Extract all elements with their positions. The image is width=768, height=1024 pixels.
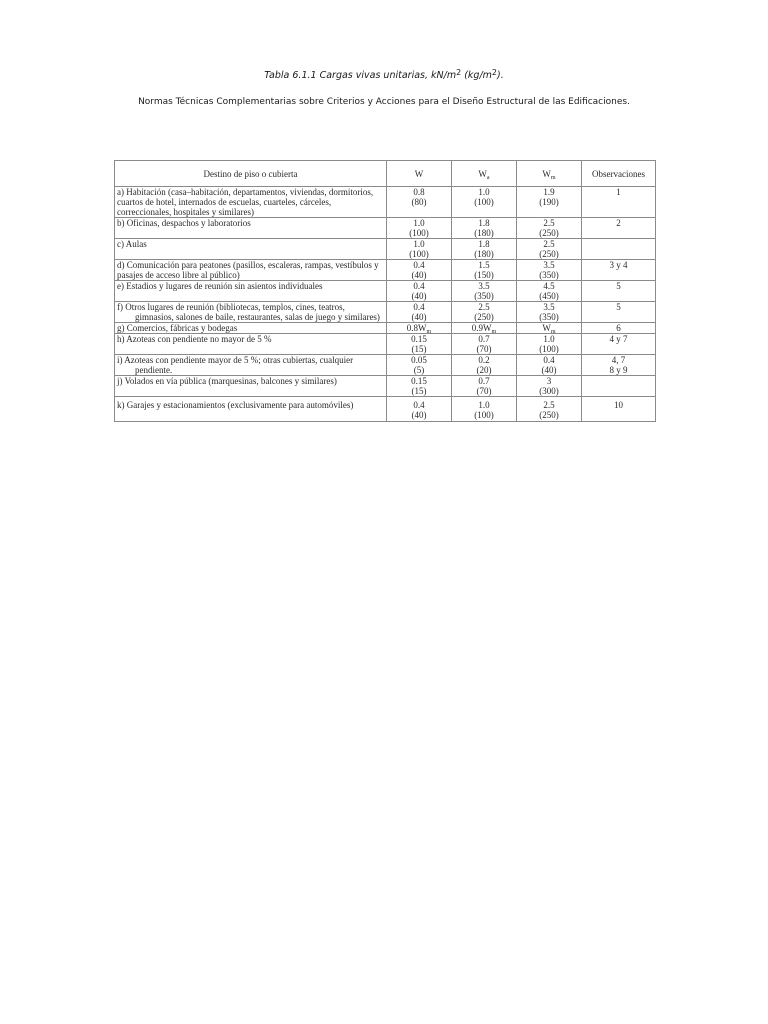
- table-row: [115, 260, 656, 281]
- cell-wa: 3.5 (350): [452, 281, 517, 302]
- table-row: [115, 355, 656, 376]
- table-row: [115, 218, 656, 239]
- cell-destino: d) Comunicación para peatones (pasillos, escaleras, rampas, vestíbulos y pasajes de acceso libre al público): [115, 260, 387, 281]
- table-title: Tabla 6.1.1 Cargas vivas unitarias, $kN/m^2$ $(kg/m^2)$.: [264, 68, 504, 81]
- cell-w: 0.8 (80): [387, 187, 452, 218]
- cell-observaciones: [582, 376, 656, 397]
- header-observaciones: Observaciones: [582, 161, 656, 187]
- cell-w: 0.15 (15): [387, 334, 452, 355]
- table-subtitle: Normas Técnicas Complementarias sobre Criterios y Acciones para el Diseño Estructural de las Edificaciones.: [138, 97, 630, 107]
- header-destino: Destino de piso o cubierta: [115, 161, 387, 187]
- cell-w: 0.15 (15): [387, 376, 452, 397]
- cell-w: 0.4 (40): [387, 302, 452, 323]
- live-loads-table: [114, 160, 656, 422]
- cell-wm: 0.4 (40): [517, 355, 582, 376]
- header-w: W: [387, 161, 452, 187]
- table-row: [115, 334, 656, 355]
- cell-wa: 0.2 (20): [452, 355, 517, 376]
- cell-wm: 1.0 (100): [517, 334, 582, 355]
- cell-observaciones: 6: [582, 323, 656, 334]
- cell-destino: b) Oficinas, despachos y laboratorios: [115, 218, 387, 239]
- table-row: [115, 397, 656, 422]
- table-header-row: [115, 161, 656, 187]
- cell-w: 0.4 (40): [387, 397, 452, 422]
- cell-wm: 4.5 (450): [517, 281, 582, 302]
- cell-w: $0.8W_m$: [387, 323, 452, 334]
- cell-observaciones: 4, 7 8 y 9: [582, 355, 656, 376]
- cell-wm: 2.5 (250): [517, 397, 582, 422]
- cell-wm: 3 (300): [517, 376, 582, 397]
- cell-destino: g) Comercios, fábricas y bodegas: [115, 323, 387, 334]
- cell-wm: 2.5 (250): [517, 239, 582, 260]
- cell-wa: 1.8 (180): [452, 239, 517, 260]
- table-row: [115, 323, 656, 334]
- cell-w: 1.0 (100): [387, 239, 452, 260]
- cell-wa: 1.5 (150): [452, 260, 517, 281]
- cell-w: 0.4 (40): [387, 260, 452, 281]
- table-row: [115, 281, 656, 302]
- cell-wa: 1.8 (180): [452, 218, 517, 239]
- cell-wa: $0.9W_m$: [452, 323, 517, 334]
- cell-observaciones: 3 y 4: [582, 260, 656, 281]
- header-wm: $W_m$: [517, 161, 582, 187]
- cell-observaciones: 10: [582, 397, 656, 422]
- header-wa: $W_a$: [452, 161, 517, 187]
- cell-wa: 0.7 (70): [452, 376, 517, 397]
- cell-wa: 1.0 (100): [452, 397, 517, 422]
- cell-wm: 3.5 (350): [517, 302, 582, 323]
- table-row: [115, 239, 656, 260]
- table-row: [115, 376, 656, 397]
- cell-wa: 2.5 (250): [452, 302, 517, 323]
- cell-destino: c) Aulas: [115, 239, 387, 260]
- cell-destino: h) Azoteas con pendiente no mayor de 5 %: [115, 334, 387, 355]
- table-row: [115, 187, 656, 218]
- cell-wm: 1.9 (190): [517, 187, 582, 218]
- cell-destino: k) Garajes y estacionamientos (exclusivamente para automóviles): [115, 397, 387, 422]
- cell-w: 0.4 (40): [387, 281, 452, 302]
- cell-wm: $W_m$: [517, 323, 582, 334]
- cell-observaciones: 1: [582, 187, 656, 218]
- cell-destino: e) Estadios y lugares de reunión sin asientos individuales: [115, 281, 387, 302]
- cell-observaciones: 5: [582, 281, 656, 302]
- cell-wm: 3.5 (350): [517, 260, 582, 281]
- cell-observaciones: 4 y 7: [582, 334, 656, 355]
- cell-destino: i) Azoteas con pendiente mayor de 5 %; otras cubiertas, cualquier pendiente.: [115, 355, 387, 376]
- cell-destino: f) Otros lugares de reunión (bibliotecas, templos, cines, teatros, gimnasios, salones de baile, restaurantes, salas de juego y similares): [115, 302, 387, 323]
- cell-w: 0.05 (5): [387, 355, 452, 376]
- cell-observaciones: 5: [582, 302, 656, 323]
- cell-wm: 2.5 (250): [517, 218, 582, 239]
- cell-destino: j) Volados en vía pública (marquesinas, balcones y similares): [115, 376, 387, 397]
- cell-wa: 1.0 (100): [452, 187, 517, 218]
- cell-destino: a) Habitación (casa–habitación, departamentos, viviendas, dormitorios, cuartos de hotel, internados de escuelas, cuarteles, cárceles, correccionales, hospitales y similares): [115, 187, 387, 218]
- cell-observaciones: [582, 239, 656, 260]
- cell-wa: 0.7 (70): [452, 334, 517, 355]
- cell-w: 1.0 (100): [387, 218, 452, 239]
- cell-observaciones: 2: [582, 218, 656, 239]
- table-row: [115, 302, 656, 323]
